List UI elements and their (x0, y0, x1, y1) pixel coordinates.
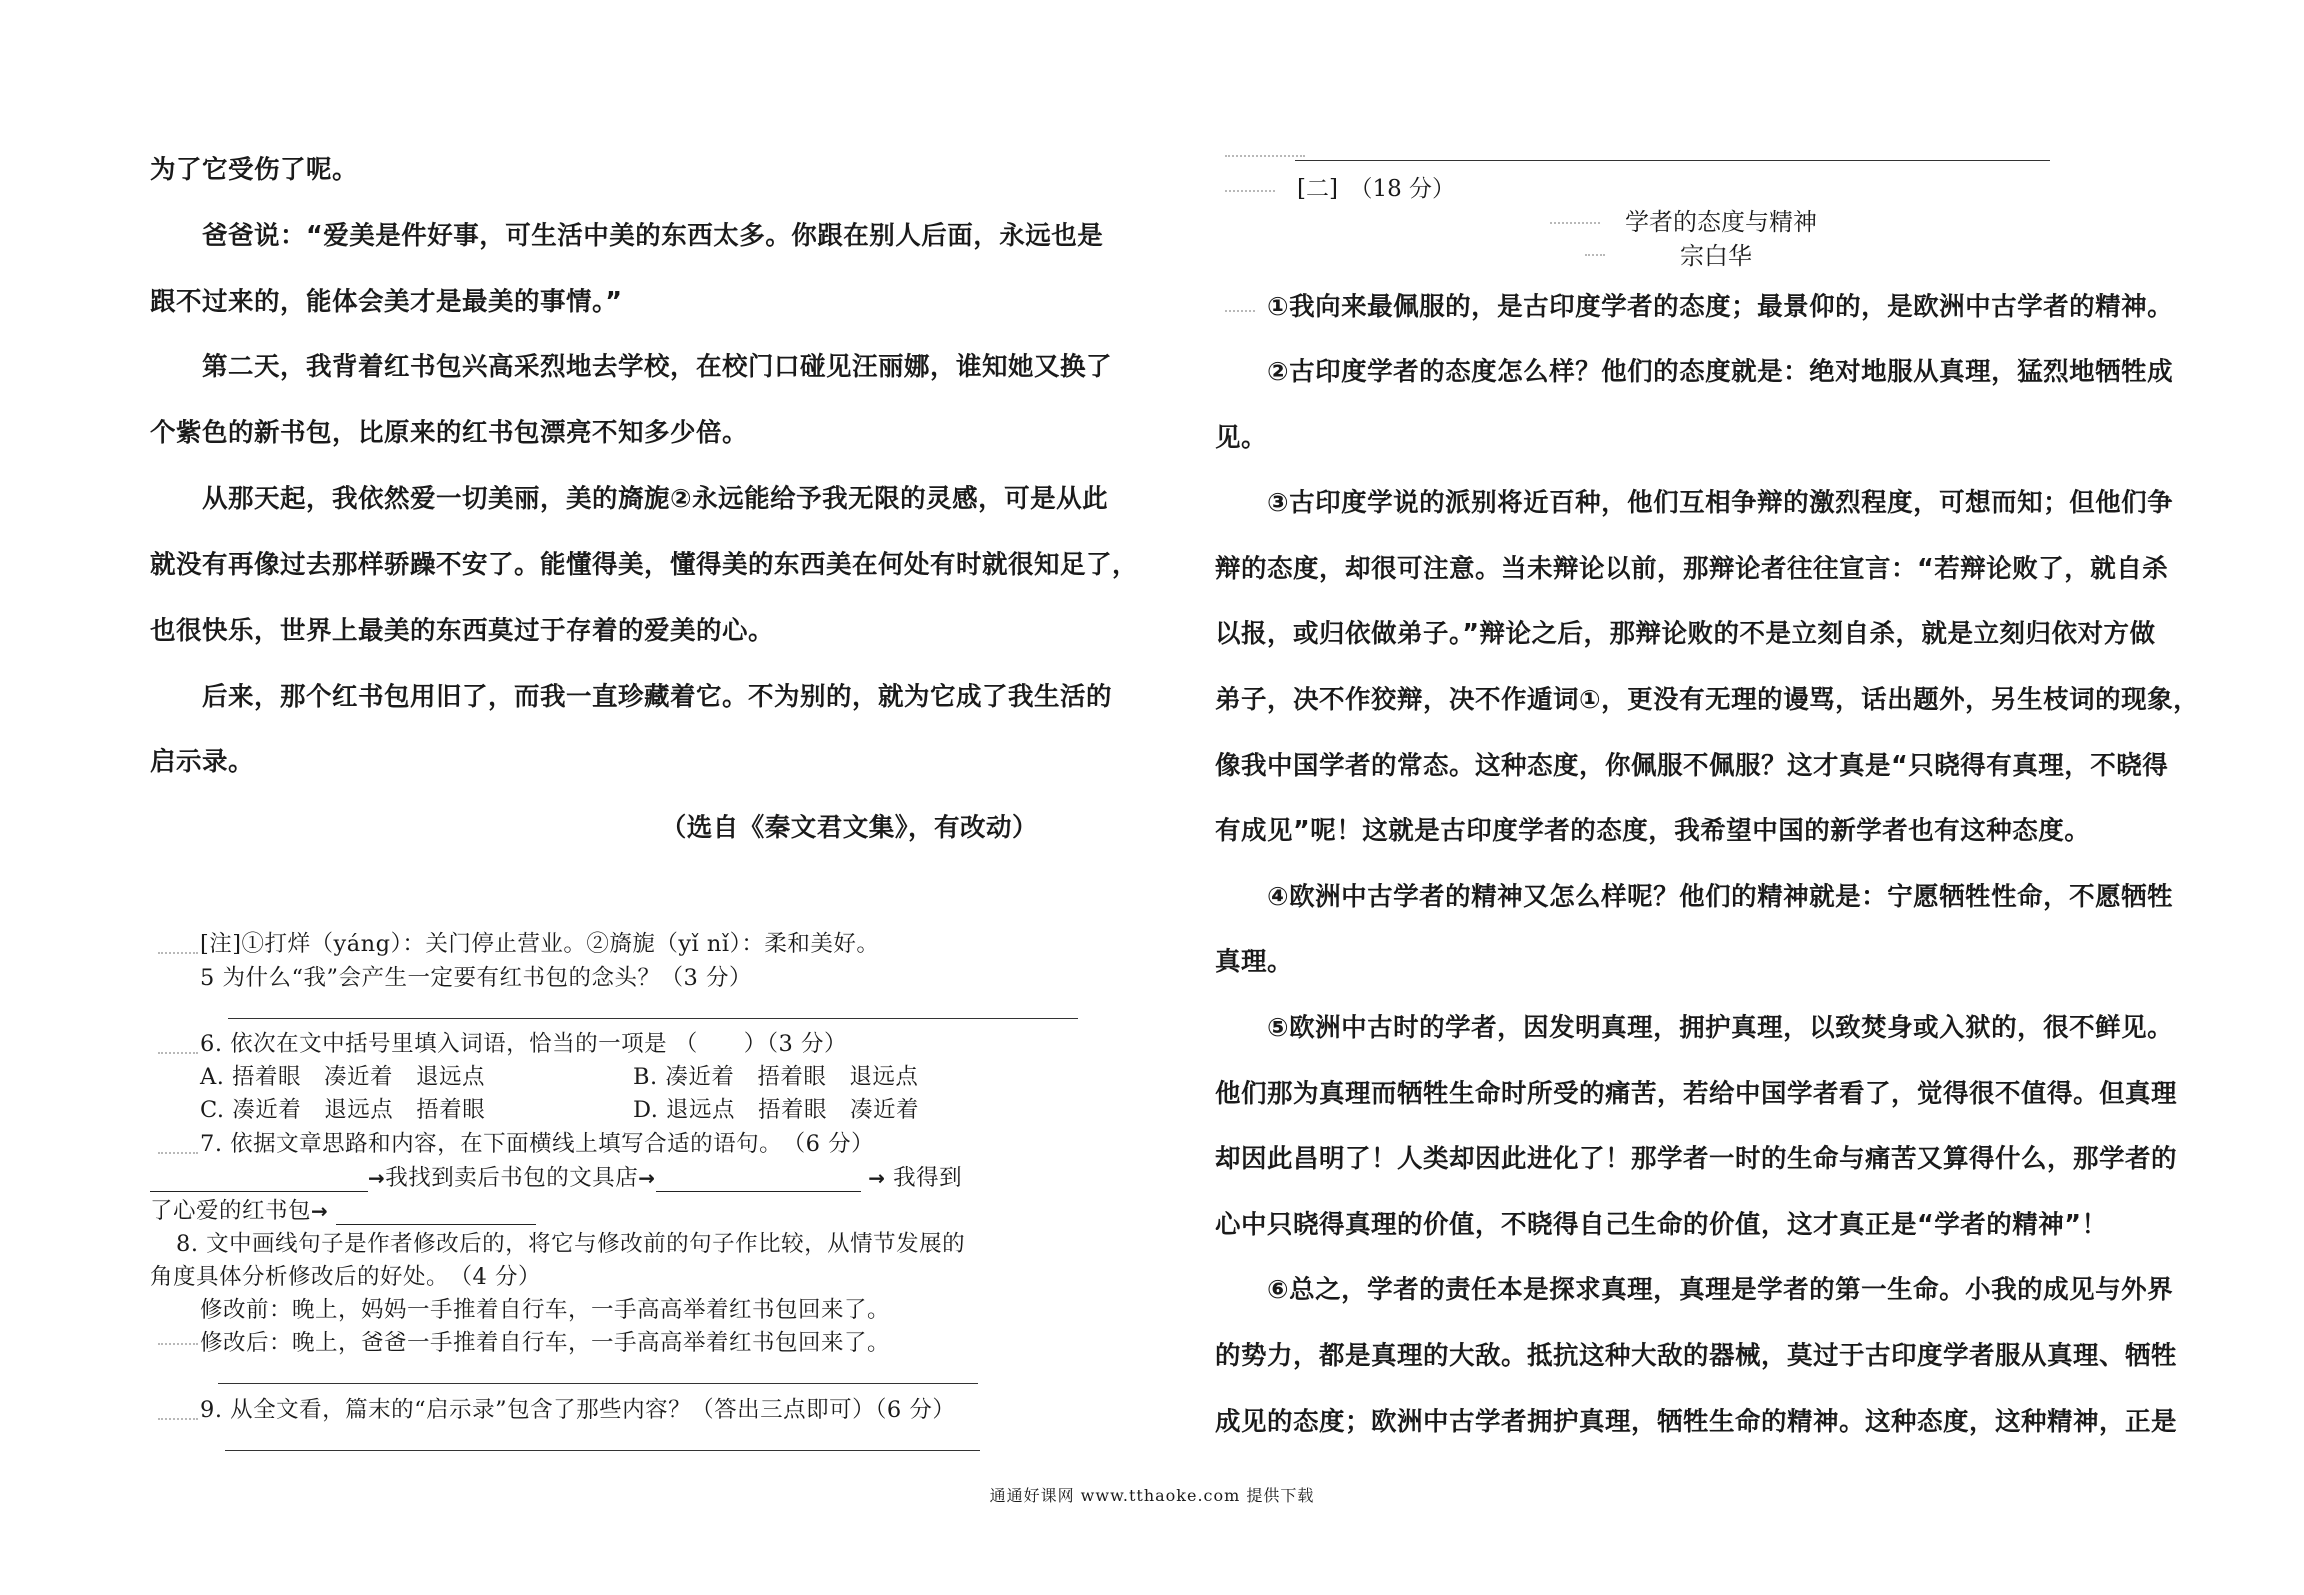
question-7-flow (150, 1160, 962, 1192)
scan-dots (158, 1343, 198, 1345)
paragraph-line: 像我中国学者的常态。这种态度，你佩服不佩服？这才真是“只晓得有真理，不晓得 (1215, 751, 2169, 781)
arrow-icon: → (311, 1199, 329, 1223)
question-7-flow-2 (150, 1193, 536, 1225)
paragraph-line: 的势力，都是真理的大敌。抵抗这种大敌的器械，莫过于古印度学者服从真理、牺牲 (1215, 1341, 2178, 1371)
scan-dots (158, 952, 198, 954)
option-a: A. 捂着眼 凑近着 退远点 (200, 1064, 486, 1090)
arrow-icon: → (638, 1166, 656, 1190)
paragraph-line: ⑤欧洲中古时的学者，因发明真理，拥护真理，以致焚身或入狱的，很不鲜见。 (1215, 1013, 2174, 1043)
paragraph-line: 却因此昌明了！人类却因此进化了！那学者一时的生命与痛苦又算得什么，那学者的 (1215, 1144, 2178, 1174)
scan-dots (1225, 190, 1275, 192)
answer-line (218, 1383, 978, 1384)
paragraph-line: 弟子，决不作狡辩，决不作遁词①，更没有无理的谩骂，话出题外，另生枝词的现象， (1215, 685, 2200, 715)
paragraph-line: 启示录。 (150, 747, 255, 777)
answer-blank[interactable] (656, 1167, 861, 1192)
article-title: 学者的态度与精神 (1625, 208, 1817, 236)
scan-dots (158, 1052, 198, 1054)
scan-dots (1225, 310, 1255, 312)
paragraph-line: 跟不过来的，能体会美才是最美的事情。” (150, 287, 623, 317)
paragraph-line: ③古印度学说的派别将近百种，他们互相争辩的激烈程度，可想而知；但他们争 (1215, 488, 2174, 518)
flow-step: 我找到卖后书包的文具店 (385, 1165, 639, 1191)
paragraph-line: 就没有再像过去那样骄躁不安了。能懂得美，懂得美的东西美在何处有时就很知足了， (150, 550, 1139, 580)
scan-dots (1585, 254, 1605, 256)
paragraph-line: 成见的态度；欧洲中古学者拥护真理，牺牲生命的精神。这种态度，这种精神，正是 (1215, 1407, 2178, 1437)
question-6: 6. 依次在文中括号里填入词语，恰当的一项是 （ ）（3 分） (200, 1031, 847, 1057)
question-8: 8. 文中画线句子是作者修改后的，将它与修改前的句子作比较，从情节发展的 (176, 1231, 966, 1257)
paragraph-line: 有成见”呢！这就是古印度学者的态度，我希望中国的新学者也有这种态度。 (1215, 816, 2091, 846)
section-header: [二] （18 分） (1297, 176, 1456, 202)
option-b: B. 凑近着 捂着眼 退远点 (633, 1064, 919, 1090)
page-footer: 通通好课网 www.tthaoke.com 提供下载 (989, 1486, 1315, 1505)
answer-line (228, 1018, 1078, 1019)
arrow-icon: → (868, 1166, 886, 1190)
flow-step: 我得到 (893, 1165, 963, 1191)
header-rule (1295, 160, 2050, 161)
answer-line (225, 1450, 980, 1451)
footnote: [注]①打烊（yáng）：关门停止营业。②旖旎（yǐ nǐ）：柔和美好。 (200, 931, 880, 957)
paragraph-line: ⑥总之，学者的责任本是探求真理，真理是学者的第一生命。小我的成见与外界 (1215, 1275, 2174, 1305)
question-5: 5 为什么“我”会产生一定要有红书包的念头？（3 分） (200, 965, 752, 991)
arrow-icon: → (368, 1166, 386, 1190)
question-8-line2: 角度具体分析修改后的好处。 （4 分） (150, 1264, 541, 1290)
paragraph-line: 也很快乐，世界上最美的东西莫过于存着的爱美的心。 (150, 616, 775, 646)
paragraph-line: 第二天，我背着红书包兴高采烈地去学校，在校门口碰见汪丽娜，谁知她又换了 (150, 352, 1113, 382)
paragraph-line: 为了它受伤了呢。 (150, 155, 359, 185)
question-9: 9. 从全文看，篇末的“启示录”包含了那些内容？（答出三点即可）（6 分） (200, 1397, 956, 1423)
option-c: C. 凑近着 退远点 捂着眼 (200, 1097, 486, 1123)
paragraph-line: 辩的态度，却很可注意。当未辩论以前，那辩论者往往宣言：“若辩论败了，就自杀 (1215, 554, 2169, 584)
paragraph-line: 后来，那个红书包用旧了，而我一直珍藏着它。不为别的，就为它成了我生活的 (150, 682, 1113, 712)
scan-dots (158, 1418, 198, 1420)
paragraph-line: 他们那为真理而牺牲生命时所受的痛苦，若给中国学者看了，觉得很不值得。但真理 (1215, 1079, 2178, 1109)
scan-dots (1225, 155, 1305, 157)
paragraph-line: ④欧洲中古学者的精神又怎么样呢？他们的精神就是：宁愿牺牲性命，不愿牺牲 (1215, 882, 2174, 912)
paragraph-line: ①我向来最佩服的，是古印度学者的态度；最景仰的，是欧洲中古学者的精神。 (1267, 292, 2174, 322)
paragraph-line: ②古印度学者的态度怎么样？他们的态度就是：绝对地服从真理，猛烈地牺牲成 (1215, 357, 2174, 387)
answer-blank[interactable] (336, 1200, 536, 1225)
paragraph-line: 爸爸说：“爱美是件好事，可生活中美的东西太多。你跟在别人后面，永远也是 (150, 221, 1104, 251)
scan-dots (158, 1152, 198, 1154)
answer-blank[interactable] (150, 1167, 368, 1192)
sentence-before: 修改前：晚上，妈妈一手推着自行车，一手高高举着红书包回来了。 (200, 1297, 891, 1323)
paragraph-line: 见。 (1215, 423, 1268, 453)
question-7: 7. 依据文章思路和内容，在下面横线上填写合适的语句。 （6 分） (200, 1131, 875, 1157)
source-citation: （选自《秦文君文集》，有改动） (660, 813, 1038, 843)
paragraph-line: 个紫色的新书包，比原来的红书包漂亮不知多少倍。 (150, 418, 749, 448)
paragraph-line: 心中只晓得真理的价值，不晓得自己生命的价值，这才真正是“学者的精神”！ (1215, 1210, 2108, 1240)
article-author: 宗白华 (1680, 242, 1752, 270)
paragraph-line: 真理。 (1215, 947, 1294, 977)
paragraph-line: 从那天起，我依然爱一切美丽，美的旖旎②永远能给予我无限的灵感，可是从此 (150, 484, 1109, 514)
flow-step: 了心爱的红书包 (150, 1198, 312, 1224)
paragraph-line: 以报，或归依做弟子。”辩论之后，那辩论败的不是立刻自杀，就是立刻归依对方做 (1215, 619, 2156, 649)
sentence-after: 修改后：晚上，爸爸一手推着自行车，一手高高举着红书包回来了。 (200, 1330, 891, 1356)
option-d: D. 退远点 捂着眼 凑近着 (633, 1097, 920, 1123)
scan-dots (1550, 222, 1600, 224)
